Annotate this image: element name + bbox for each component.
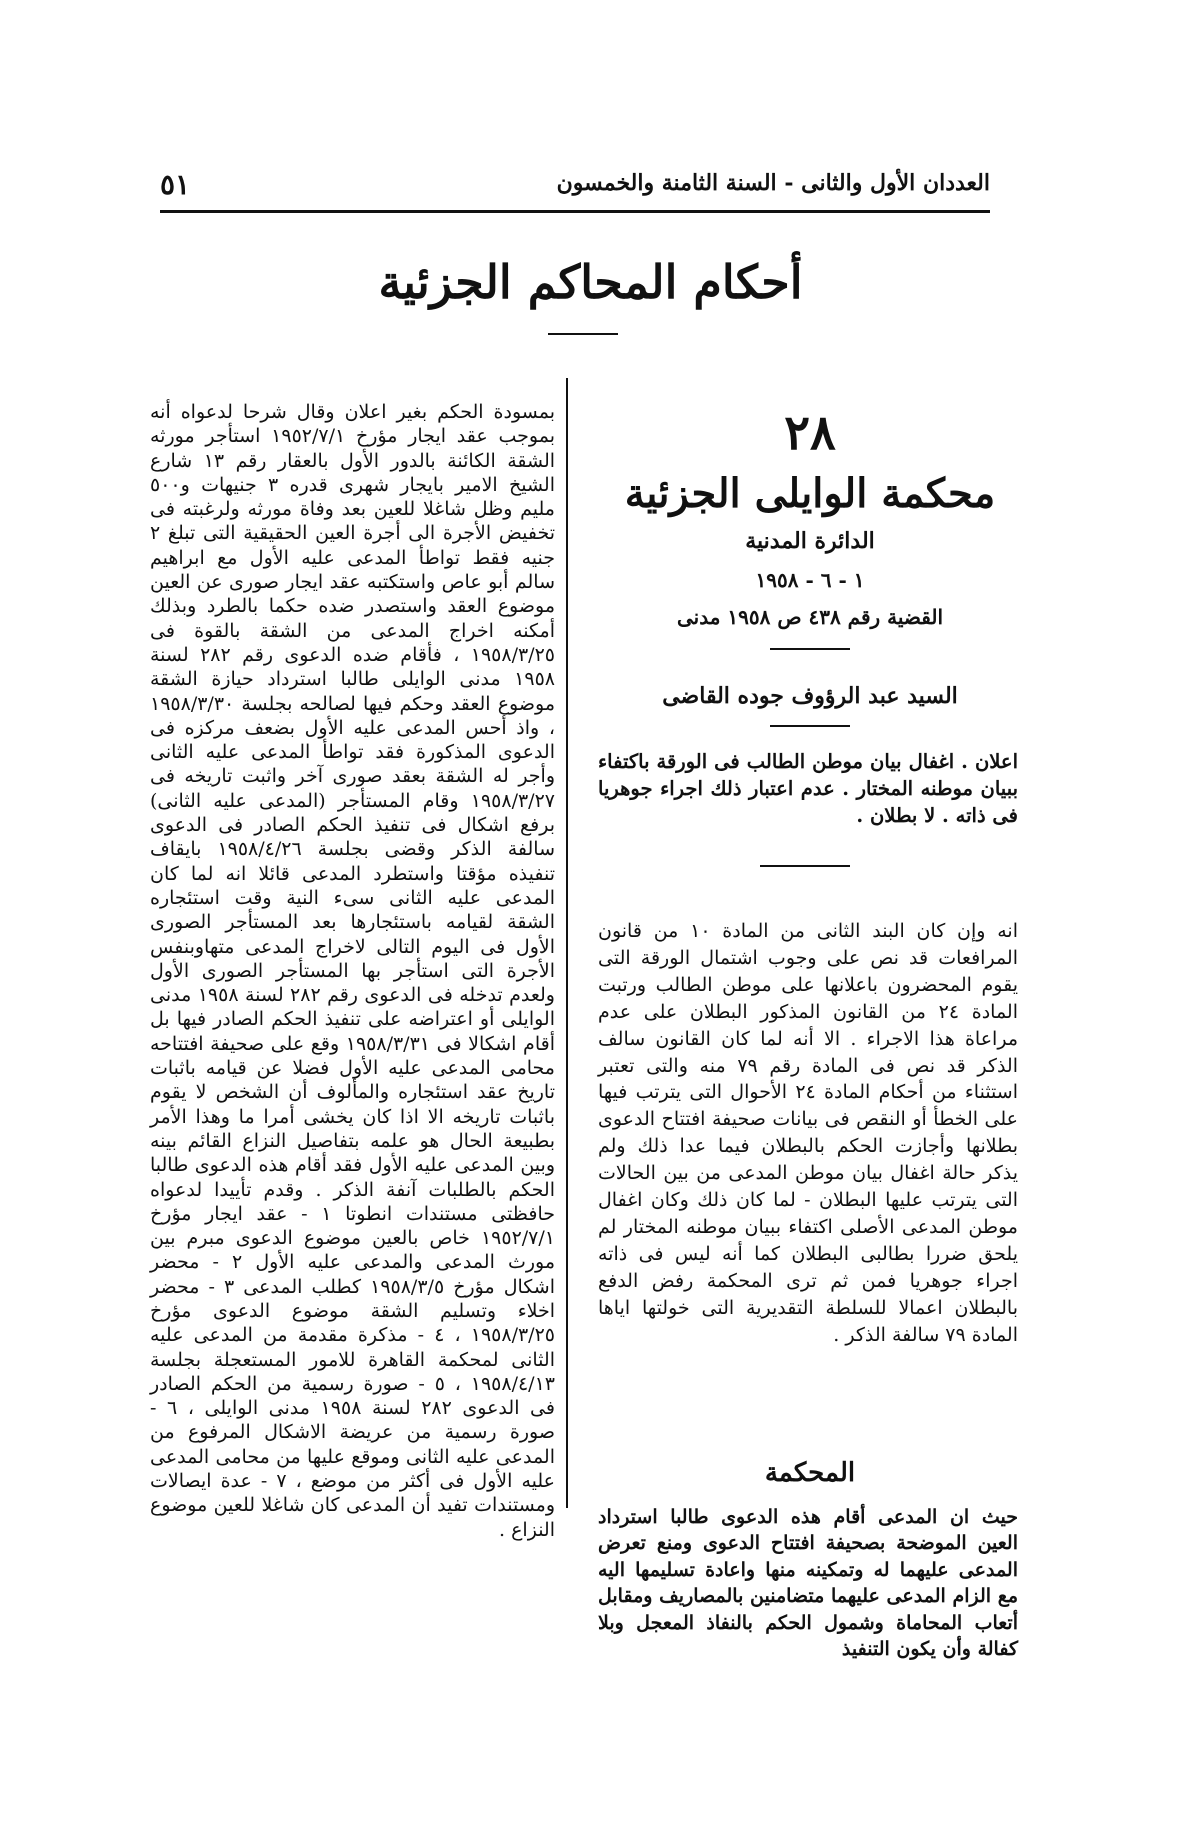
- header-rule: [160, 210, 990, 213]
- column-divider: [566, 378, 568, 1508]
- court-name: محكمة الوايلى الجزئية: [624, 470, 996, 517]
- running-head: [160, 168, 990, 202]
- section-title: أحكام المحاكم الجزئية: [378, 255, 803, 309]
- page-number: ٥١: [160, 168, 191, 201]
- ruling-date: ١ - ٦ - ١٩٥٨: [755, 568, 865, 592]
- ruling-text: حيث ان المدعى أقام هذه الدعوى طالبا استرداد العين الموضحة بصحيفة افتتاح الدعوى ومنع تعرض المدعى عليهما له وتمكينه منها واعادة تسليمها اليه مع الزام المدعى عليهما متضامنين بالمصاريف ومقابل أتعاب المحاماة وشمول الحكم بالنفاذ المعجل وبلا كفالة وأن يكون التنفيذ: [598, 1506, 1018, 1661]
- case-number: ٢٨: [784, 405, 836, 461]
- reasoning-text: انه وإن كان البند الثانى من المادة ١٠ من قانون المرافعات قد نص على وجوب اشتمال الورقة التى يقوم المحضرون باعلانها على موطن الطالب ورتبت المادة ٢٤ من القانون المذكور البطلان على عدم مراعاة هذا الاجراء . الا أنه لما كان القانون سالف الذكر قد نص فى المادة رقم ٧٩ منه والتى تعتبر استثناء من أحكام المادة ٢٤ الأحوال التى يترتب فيها على الخطأ أو النقص فى بيانات صحيفة افتتاح الدعوى بطلانها وأجازت الحكم بالبطلان فيما عدا ذلك ولم يذكر حالة اغفال بيان موطن المدعى من بين الحالات التى يترتب عليها البطلان - لما كان ذلك وكان اغفال موطن المدعى الأصلى اكتفاء ببيان موطنه المختار لم يلحق ضررا بطالبى البطلان كما أنه ليس فى ذاته اجراء جوهريا فمن ثم ترى المحكمة رفض الدفع بالبطلان اعمالا للسلطة التقديرية التى خولتها اياها المادة ٧٩ سالفة الذكر .: [598, 920, 1018, 1346]
- legal-principle: اعلان . اغفال بيان موطن الطالب فى الورقة باكتفاء ببيان موطنه المختار . عدم اعتبار ذلك اجراء جوهريا فى ذاته . لا بطلان .: [598, 750, 1018, 827]
- ruling-heading: المحكمة: [764, 1458, 856, 1488]
- judge-rule: [770, 725, 850, 727]
- title-rule: [548, 333, 618, 335]
- case-reference: القضية رقم ٤٣٨ ص ١٩٥٨ مدنى: [676, 605, 944, 629]
- principle-rule: [760, 865, 850, 867]
- case-rule: [770, 648, 850, 650]
- facts-text: بمسودة الحكم بغير اعلان وقال شرحا لدعواه أنه بموجب عقد ايجار مؤرخ ١٩٥٢/٧/١ استأجر مورثه الشقة الكائنة بالدور الأول بالعقار رقم ١٣ شارع الشيخ الامير بايجار شهرى قدره ٣ جنيهات و٥٠٠ مليم وظل شاغلا للعين بعد وفاة مورثه ولرغبته فى تخفيض الأجرة الى أجرة العين الحقيقية التى تبلغ ٢ جنيه فقط تواطأ المدعى عليه الأول مع ابراهيم سالم أبو عاص واستكتبه عقد ايجار صورى عن العين موضوع العقد واستصدر ضده حكما بالطرد وبذلك أمكنه اخراج المدعى من الشقة بالقوة فى ١٩٥٨/٣/٢٥ ، فأقام ضده الدعوى رقم ٢٨٢ لسنة ١٩٥٨ مدنى الوايلى طالبا استرداد حيازة الشقة موضوع العقد وحكم فيها لصالحه بجلسة ١٩٥٨/٣/٣٠ ، واذ أحس المدعى عليه الأول بضعف مركزه فى الدعوى المذكورة فقد تواطأ المدعى عليه الثانى وأجر له الشقة بعقد صورى آخر واثبت تاريخه فى ١٩٥٨/٣/٢٧ وقام المستأجر (المدعى عليه الثانى) برفع اشكال فى تنفيذ الحكم الصادر فى الدعوى سالفة الذكر وقضى بجلسة ١٩٥٨/٤/٢٦ بايقاف تنفيذه مؤقتا واستطرد المدعى قائلا انه لما كان المدعى عليه الثانى سىء النية وقت استئجاره الشقة لقيامه باستئجارها بعد المستأجر الصورى الأول فى اليوم التالى لاخراج المدعى متهاوبنفس الأجرة التى استأجر بها المستأجر الصورى الأول ولعدم تدخله فى الدعوى رقم ٢٨٢ لسنة ١٩٥٨ مدنى الوايلى أو اعتراضه على تنفيذ الحكم الصادر فيها بل أقام اشكالا فى ١٩٥٨/٣/٣١ وقع على صحيفة افتتاحه محامى المدعى عليه الأول فضلا عن قيامه باثبات تاريخ عقد استئجاره والمألوف أن الشخص لا يقوم باثبات تاريخه الا اذا كان يخشى أمرا ما وهذا الأمر بطبيعة الحال هو علمه بتفاصيل النزاع القائم بينه وبين المدعى عليه الأول فقد أقام هذه الدعوى طالبا الحكم بالطلبات آنفة الذكر . وقدم تأييدا لدعواه حافظتى مستندات انطوتا ١ - عقد ايجار مؤرخ ١٩٥٢/٧/١ خاص بالعين موضوع الدعوى مبرم بين مورث المدعى والمدعى عليه الأول ٢ - محضر اشكال مؤرخ ١٩٥٨/٣/٥ كطلب المدعى ٣ - محضر اخلاء وتسليم الشقة موضوع الدعوى مؤرخ ١٩٥٨/٣/٢٥ ، ٤ - مذكرة مقدمة من المدعى عليه الثانى لمحكمة القاهرة للامور المستعجلة بجلسة ١٩٥٨/٤/١٣ ، ٥ - صورة رسمية من الحكم الصادر فى الدعوى ٢٨٢ لسنة ١٩٥٨ مدنى الوايلى ، ٦ - صورة رسمية من عريضة الاشكال المرفوع من المدعى عليه الثانى وموقع عليها من محامى المدعى عليه الأول فى أكثر من موضع ، ٧ - عدة ايصالات ومستندات تفيد أن المدعى كان شاغلا للعين موضوع النزاع .: [150, 401, 556, 1541]
- judge-name: السيد عبد الرؤوف جوده القاضى: [662, 683, 958, 709]
- circuit-name: الدائرة المدنية: [745, 528, 875, 554]
- journal-title: العددان الأول والثانى - السنة الثامنة والخمسون: [556, 170, 990, 196]
